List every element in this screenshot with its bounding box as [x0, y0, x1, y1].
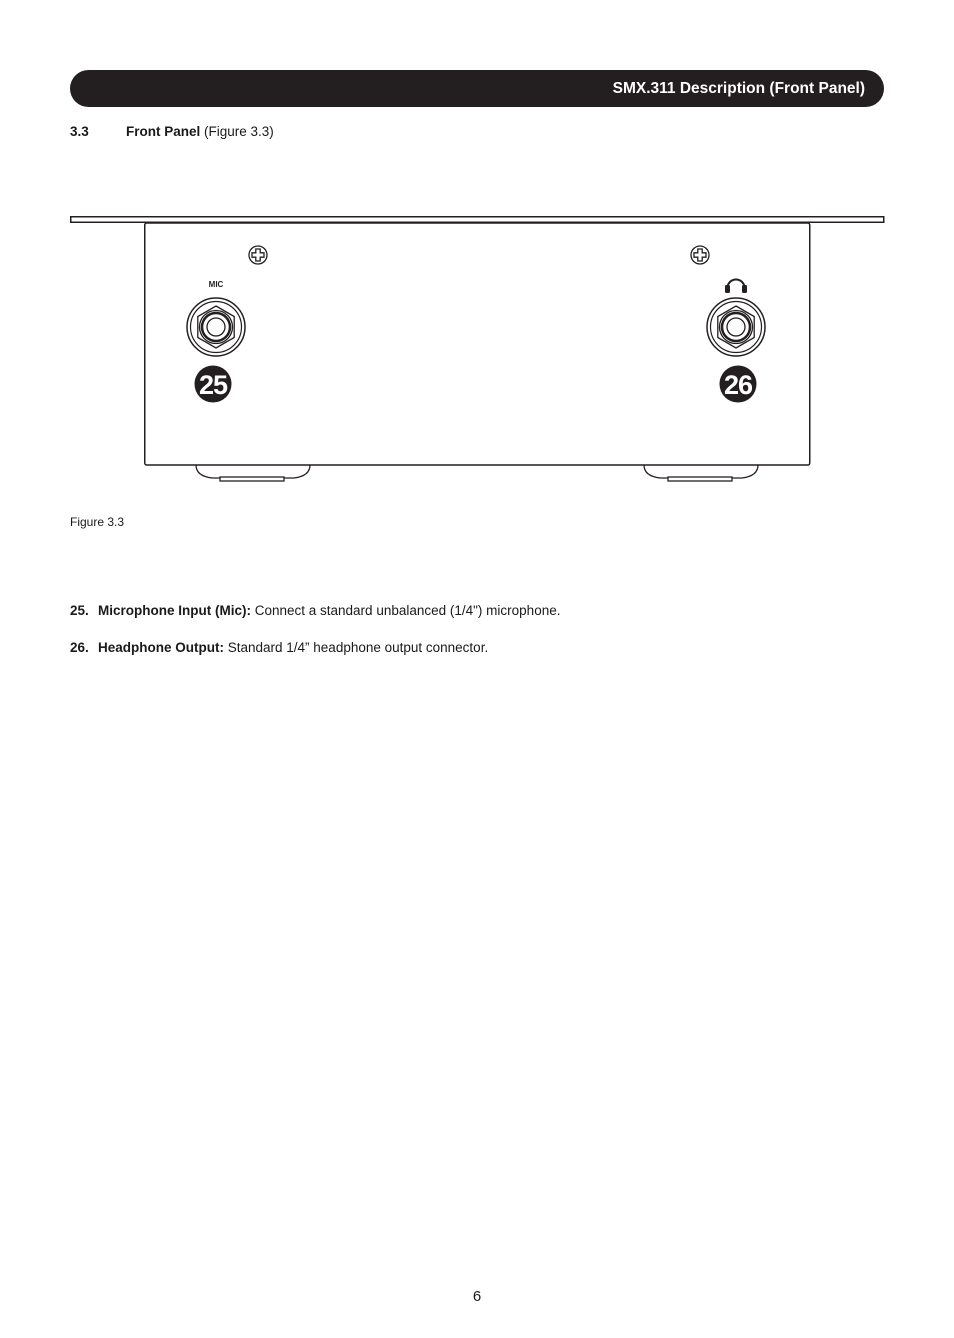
section-figure-ref: (Figure 3.3)	[200, 124, 274, 139]
item-term: Microphone Input (Mic):	[98, 603, 251, 618]
item-text: Connect a standard unbalanced (1/4") microphone.	[250, 603, 561, 618]
foot-icon	[196, 465, 310, 481]
description-item-26	[70, 640, 488, 655]
item-term: Headphone Output:	[98, 640, 224, 655]
figure-caption: Figure 3.3	[70, 515, 125, 529]
panel-body	[145, 223, 810, 465]
description-item-25	[70, 603, 560, 618]
callout-25-number: 25	[198, 370, 228, 400]
top-rail	[71, 217, 884, 223]
callout-25	[195, 366, 232, 403]
section-number: 3.3	[70, 124, 89, 139]
item-number: 25.	[70, 603, 89, 618]
page-number: 6	[472, 1288, 482, 1305]
section-title: Front Panel	[126, 124, 201, 139]
section-title-line	[126, 124, 274, 139]
front-panel-figure	[70, 214, 885, 484]
foot-icon	[644, 465, 758, 481]
front-panel-drawing	[70, 214, 885, 484]
header-bar	[70, 70, 884, 107]
mic-label: MIC	[208, 280, 224, 289]
item-text: Standard 1/4” headphone output connector.	[223, 640, 489, 655]
callout-26-number: 26	[723, 370, 753, 400]
callout-26	[720, 366, 757, 403]
item-number: 26.	[70, 640, 89, 655]
header-title: SMX.311 Description (Front Panel)	[612, 79, 865, 97]
